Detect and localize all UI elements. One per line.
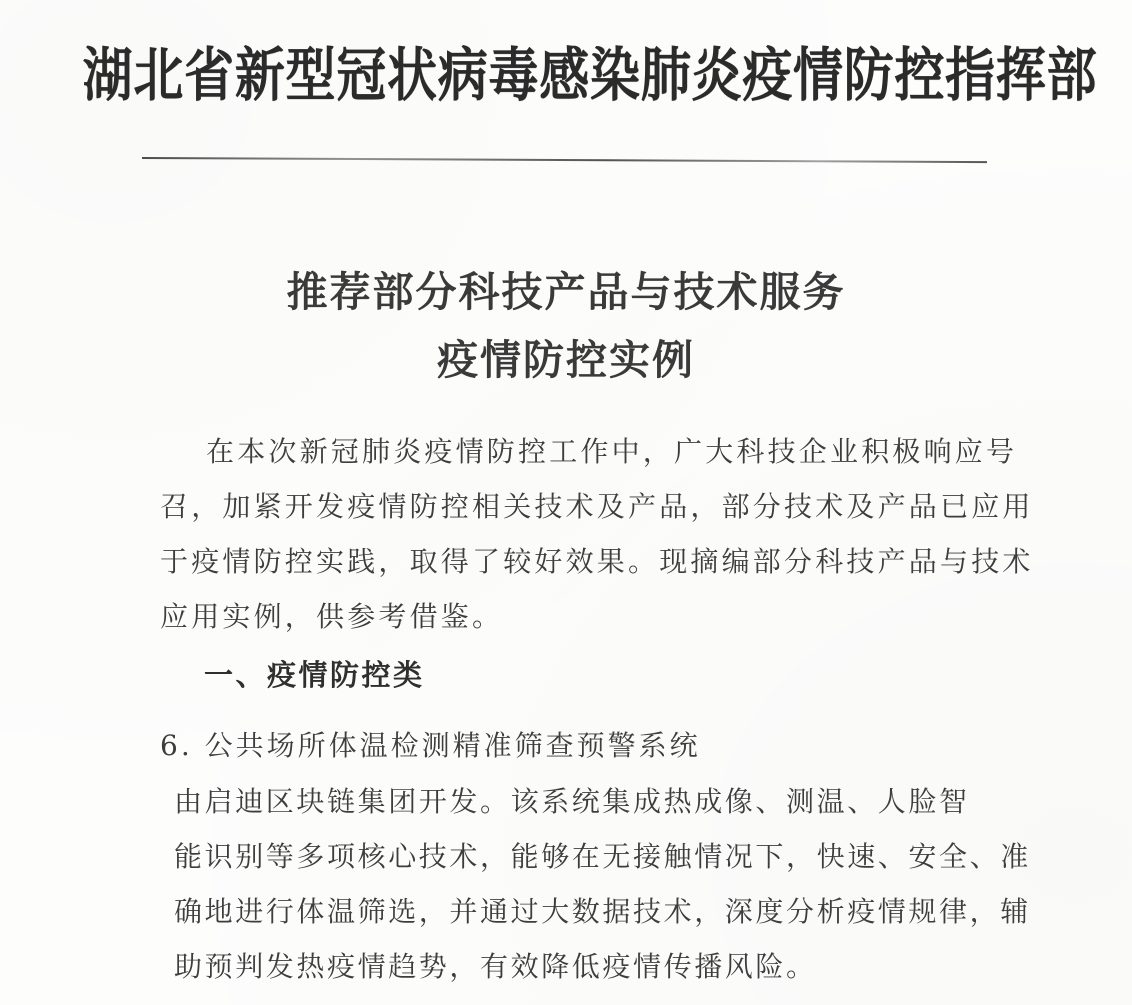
document-title-line-1: 推荐部分科技产品与技术服务 [286, 268, 846, 316]
intro-line-3: 于疫情防控实践，取得了较好效果。现摘编部分科技产品与技术 [160, 545, 1034, 578]
intro-line-1: 在本次新冠肺炎疫情防控工作中，广大科技企业积极响应号 [206, 435, 1018, 468]
masthead [0, 41, 1132, 109]
document-title-line-2: 疫情防控实例 [437, 336, 695, 384]
item-6-body-line-4: 助预判发热疫情趋势，有效降低疫情传播风险。 [174, 950, 817, 983]
intro-line-4: 应用实例，供参考借鉴。 [160, 600, 504, 633]
section-heading-epidemic-prevention: 一、疫情防控类 [204, 658, 425, 692]
item-6-title: 6. 公共场所体温检测精准筛查预警系统 [160, 729, 701, 762]
masthead-title: 湖北省新型冠状病毒感染肺炎疫情防控指挥部 [82, 41, 1098, 109]
item-6-body-line-3: 确地进行体温筛选，并通过大数据技术，深度分析疫情规律，辅 [174, 895, 1031, 928]
intro-paragraph [160, 424, 1034, 644]
item-6-block [160, 718, 1031, 994]
masthead-divider-rule [142, 157, 987, 163]
item-6-body-line-1: 由启迪区块链集团开发。该系统集成热成像、测温、人脸智 [174, 785, 970, 818]
document-title-block [0, 258, 1132, 394]
item-6-body-line-2: 能识别等多项核心技术，能够在无接触情况下，快速、安全、准 [174, 840, 1031, 873]
intro-line-2: 召，加紧开发疫情防控相关技术及产品，部分技术及产品已应用 [160, 490, 1034, 523]
